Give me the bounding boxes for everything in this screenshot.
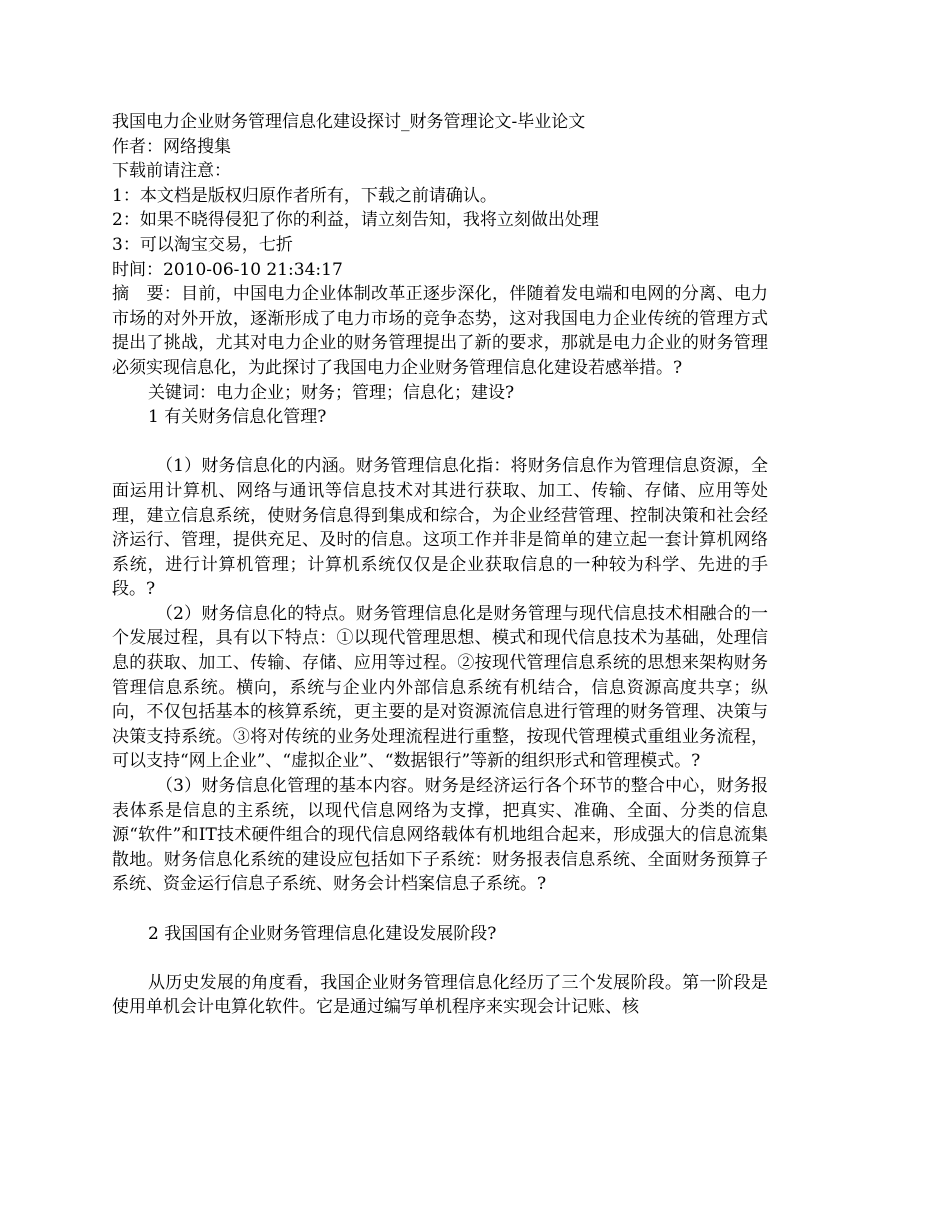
document-title: 我国电力企业财务管理信息化建设探讨_财务管理论文-毕业论文 bbox=[112, 112, 586, 132]
blank-line bbox=[112, 897, 768, 922]
timestamp-line: 时间：2010-06-10 21:34:17 bbox=[112, 259, 343, 280]
blank-line bbox=[112, 430, 768, 455]
author-line: 作者：网络搜集 bbox=[112, 136, 231, 157]
abstract-paragraph: 摘 要：目前，中国电力企业体制改革正逐步深化，伴随着发电端和电网的分离、电力市场的对外开放，逐渐形成了电力市场的竞争态势，这对我国电力企业传统的管理方式提出了挑战，尤其对电力企业的财务管理提出了新的要求，那就是电力企业的财务管理必须实现信息化，为此探讨了我国电力企业财务管理信息化建设若感举措。? bbox=[112, 284, 768, 378]
paragraph-financial-informatization-features: （2）财务信息化的特点。财务管理信息化是财务管理与现代信息技术相融合的一个发展过程，具有以下特点：①以现代管理思想、模式和现代信息技术为基础，处理信息的获取、加工、传输、存储、应用等过程。②按现代管理信息系统的思想来架构财务管理信息系统。横向，系统与企业内外部信息系统有机结合，信息资源高度共享；纵向，不仅包括基本的核算系统，更主要的是对资源流信息进行管理的财务管理、决策与决策支持系统。③将对传统的业务处理流程进行重整，按现代管理模式重组业务流程，可以支持“网上企业”、“虚拟企业”、“数据银行”等新的组织形式和管理模式。? bbox=[112, 603, 768, 772]
section-1-heading: 1 有关财务信息化管理? bbox=[148, 407, 327, 428]
document-page bbox=[112, 110, 768, 1020]
notice-heading: 下载前请注意： bbox=[112, 161, 231, 182]
paragraph-development-stages: 从历史发展的角度看，我国企业财务管理信息化经历了三个发展阶段。第一阶段是使用单机会计电算化软件。它是通过编写单机程序来实现会计记账、核 bbox=[112, 972, 768, 1018]
notice-item-2: 2：如果不晓得侵犯了你的利益，请立刻告知，我将立刻做出处理 bbox=[112, 210, 599, 231]
section-2-heading: 2 我国国有企业财务管理信息化建设发展阶段? bbox=[148, 923, 497, 944]
keywords-line: 关键词：电力企业；财务；管理；信息化；建设? bbox=[148, 382, 515, 403]
notice-item-1: 1：本文档是版权归原作者所有，下载之前请确认。 bbox=[112, 185, 497, 206]
paragraph-financial-informatization-content: （3）财务信息化管理的基本内容。财务是经济运行各个环节的整合中心，财务报表体系是信息的主系统，以现代信息网络为支撑，把真实、准确、全面、分类的信息源“软件”和IT技术硬件组合的现代信息网络载体有机地组合起来，形成强大的信息流集散地。财务信息化系统的建设应包括如下子系统：财务报表信息系统、全面财务预算子系统、资金运行信息子系统、财务会计档案信息子系统。? bbox=[112, 776, 768, 895]
blank-line bbox=[112, 946, 768, 971]
notice-item-3: 3：可以淘宝交易，七折 bbox=[112, 234, 293, 255]
paragraph-financial-informatization-meaning: （1）财务信息化的内涵。财务管理信息化指：将财务信息作为管理信息资源，全面运用计算机、网络与通讯等信息技术对其进行获取、加工、传输、存储、应用等处理，建立信息系统，使财务信息得到集成和综合，为企业经营管理、控制决策和社会经济运行、管理，提供充足、及时的信息。这项工作并非是简单的建立起一套计算机网络系统，进行计算机管理；计算机系统仅仅是企业获取信息的一种较为科学、先进的手段。? bbox=[112, 456, 768, 600]
